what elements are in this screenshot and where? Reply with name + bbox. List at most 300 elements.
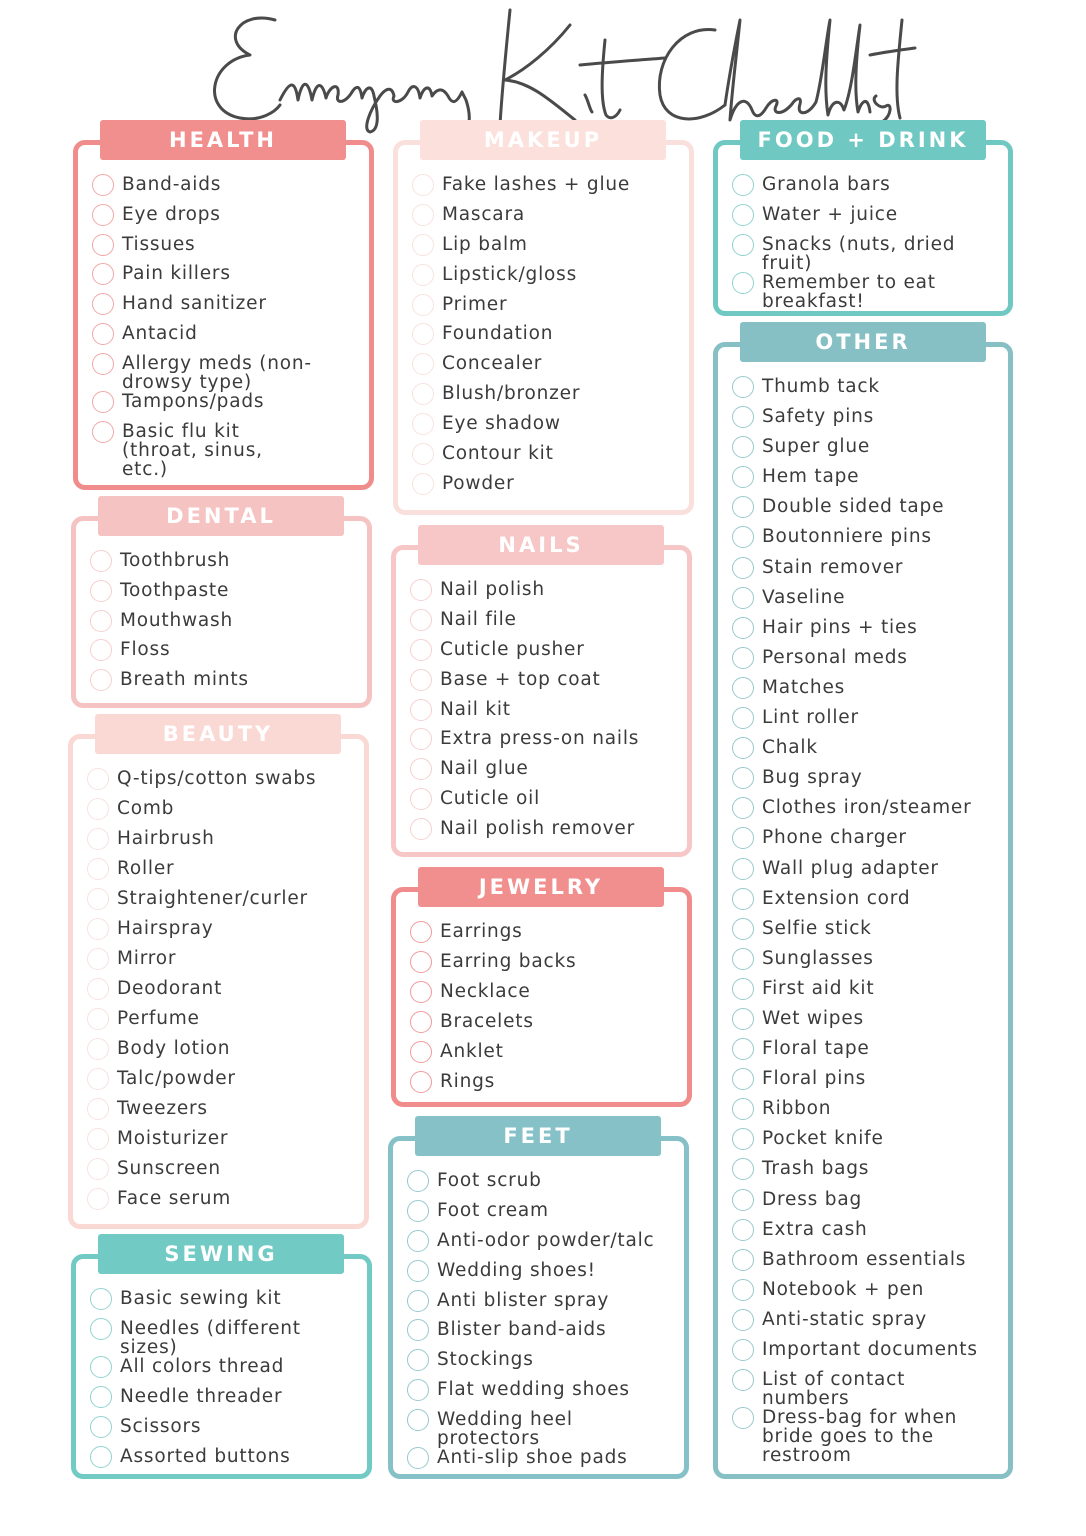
checkbox-circle-icon[interactable] — [412, 323, 434, 345]
checklist-item[interactable] — [412, 324, 683, 354]
checklist-item-label: Ribbon — [762, 1098, 832, 1120]
checklist-item-label: Anti-slip shoe pads — [437, 1447, 628, 1469]
checkbox-circle-icon[interactable] — [732, 797, 754, 819]
checklist-item[interactable] — [410, 670, 681, 700]
checklist-item[interactable] — [407, 1410, 678, 1448]
checklist-item[interactable] — [732, 949, 1002, 979]
checkbox-circle-icon[interactable] — [732, 204, 754, 226]
checklist-item[interactable] — [732, 1159, 1002, 1189]
checklist-item[interactable] — [407, 1291, 678, 1321]
checklist-item[interactable] — [90, 1357, 361, 1387]
checkbox-circle-icon[interactable] — [732, 767, 754, 789]
checklist-item-label: Band-aids — [122, 174, 222, 195]
checklist-item-label: Lipstick/gloss — [442, 263, 578, 285]
checkbox-circle-icon[interactable] — [410, 981, 432, 1003]
checklist-item[interactable] — [732, 859, 1002, 889]
checklist-item-label: Mouthwash — [120, 609, 234, 631]
checkbox-circle-icon[interactable] — [87, 1008, 109, 1030]
checklist-item[interactable] — [92, 235, 363, 265]
checklist-item[interactable] — [732, 1039, 1002, 1069]
checkbox-circle-icon[interactable] — [732, 1369, 754, 1391]
checklist-item-label: Base + top coat — [440, 668, 601, 690]
beauty-header: BEAUTY — [95, 714, 341, 754]
checkbox-circle-icon[interactable] — [87, 858, 109, 880]
checkbox-circle-icon[interactable] — [92, 234, 114, 256]
checklist-item[interactable] — [92, 422, 363, 479]
checklist-item-label: Hem tape — [762, 466, 860, 488]
checkbox-circle-icon[interactable] — [92, 421, 114, 443]
checklist-item-label: Double sided tape — [762, 496, 945, 518]
checklist-item[interactable] — [732, 828, 1002, 858]
checklist-item[interactable] — [90, 551, 361, 581]
checkbox-circle-icon[interactable] — [732, 617, 754, 639]
checklist-item[interactable] — [87, 1159, 358, 1189]
checklist-item-label: Trash bags — [762, 1158, 870, 1180]
checkbox-circle-icon[interactable] — [732, 1098, 754, 1120]
checklist-item[interactable] — [410, 789, 681, 819]
checkbox-circle-icon[interactable] — [407, 1290, 429, 1312]
checklist-item[interactable] — [407, 1320, 678, 1350]
checklist-item[interactable] — [87, 1039, 358, 1069]
checklist-item[interactable] — [732, 273, 1002, 311]
checklist-item[interactable] — [410, 982, 681, 1012]
checklist-item-label: Hair pins + ties — [762, 616, 918, 638]
checkbox-circle-icon[interactable] — [732, 1309, 754, 1331]
checkbox-circle-icon[interactable] — [732, 436, 754, 458]
checkbox-circle-icon[interactable] — [87, 798, 109, 820]
checklist-item-label: Body lotion — [117, 1038, 231, 1059]
checkbox-circle-icon[interactable] — [87, 918, 109, 940]
checkbox-circle-icon[interactable] — [410, 699, 432, 721]
checkbox-circle-icon[interactable] — [410, 921, 432, 943]
checkbox-circle-icon[interactable] — [407, 1260, 429, 1282]
checklist-item[interactable] — [92, 294, 363, 324]
checkbox-circle-icon[interactable] — [732, 1249, 754, 1271]
checklist-item[interactable] — [732, 175, 1002, 205]
checkbox-circle-icon[interactable] — [732, 1407, 754, 1429]
checklist-item[interactable] — [407, 1171, 678, 1201]
checklist-item-label: Nail glue — [440, 758, 529, 780]
checklist-item[interactable] — [732, 678, 1002, 708]
checklist-item[interactable] — [87, 1129, 358, 1159]
checkbox-circle-icon[interactable] — [87, 768, 109, 790]
checklist-item-label: Boutonniere pins — [762, 526, 932, 548]
checkbox-circle-icon[interactable] — [90, 1446, 112, 1468]
checklist-item-label: Mirror — [117, 948, 177, 969]
checklist-item-label: Rings — [440, 1071, 496, 1092]
checklist-item[interactable] — [92, 354, 363, 392]
checklist-item-label: Straightener/curler — [117, 888, 308, 909]
sewing-header: SEWING — [98, 1234, 344, 1274]
dental-list — [90, 551, 361, 700]
checklist-item-label: Snacks (nuts, dried fruit) — [762, 233, 956, 274]
food-drink-list — [732, 175, 1002, 311]
checkbox-circle-icon[interactable] — [407, 1200, 429, 1222]
checklist-item[interactable] — [87, 1099, 358, 1129]
feet-list — [407, 1171, 678, 1478]
checkbox-circle-icon[interactable] — [90, 610, 112, 632]
checklist-item[interactable] — [87, 949, 358, 979]
nails-list — [410, 580, 681, 849]
checkbox-circle-icon[interactable] — [732, 647, 754, 669]
checklist-item[interactable] — [732, 558, 1002, 588]
checklist-item[interactable] — [732, 1190, 1002, 1220]
checklist-item[interactable] — [732, 527, 1002, 557]
checklist-item[interactable] — [90, 670, 361, 700]
checklist-item[interactable] — [410, 952, 681, 982]
checklist-item[interactable] — [410, 1042, 681, 1072]
checkbox-circle-icon[interactable] — [87, 1158, 109, 1180]
checkbox-circle-icon[interactable] — [732, 1219, 754, 1241]
handwritten-title-graphic — [180, 0, 940, 140]
checklist-item[interactable] — [410, 700, 681, 730]
checkbox-circle-icon[interactable] — [92, 293, 114, 315]
checkbox-circle-icon[interactable] — [732, 526, 754, 548]
checkbox-circle-icon[interactable] — [90, 669, 112, 691]
checklist-item-label: Notebook + pen — [762, 1278, 925, 1300]
checklist-item[interactable] — [87, 769, 358, 799]
checkbox-circle-icon[interactable] — [732, 466, 754, 488]
checkbox-circle-icon[interactable] — [410, 1041, 432, 1063]
checklist-item[interactable] — [90, 611, 361, 641]
checkbox-circle-icon[interactable] — [732, 234, 754, 256]
checklist-item[interactable] — [732, 588, 1002, 618]
checkbox-circle-icon[interactable] — [410, 728, 432, 750]
checklist-item[interactable] — [412, 265, 683, 295]
checkbox-circle-icon[interactable] — [92, 204, 114, 226]
checkbox-circle-icon[interactable] — [90, 1416, 112, 1438]
checkbox-circle-icon[interactable] — [732, 557, 754, 579]
checklist-item[interactable] — [92, 175, 363, 205]
checklist-item-label: Blister band-aids — [437, 1319, 607, 1341]
checklist-item[interactable] — [732, 235, 1002, 273]
checklist-item-label: Phone charger — [762, 827, 907, 849]
checklist-item[interactable] — [407, 1448, 678, 1478]
checklist-item[interactable] — [407, 1231, 678, 1261]
checkbox-circle-icon[interactable] — [412, 294, 434, 316]
checklist-item[interactable] — [732, 467, 1002, 497]
checklist-item[interactable] — [90, 1387, 361, 1417]
checkbox-circle-icon[interactable] — [407, 1170, 429, 1192]
checklist-item-label: Flat wedding shoes — [437, 1379, 630, 1401]
checkbox-circle-icon[interactable] — [412, 353, 434, 375]
checklist-item-label: Pain killers — [122, 263, 231, 285]
checklist-item[interactable] — [732, 1009, 1002, 1039]
checklist-item[interactable] — [410, 610, 681, 640]
checklist-item[interactable] — [732, 1099, 1002, 1129]
checklist-item[interactable] — [732, 738, 1002, 768]
checkbox-circle-icon[interactable] — [87, 828, 109, 850]
checklist-item[interactable] — [87, 1009, 358, 1039]
checklist-item-label: Talc/powder — [117, 1068, 236, 1089]
checkbox-circle-icon[interactable] — [87, 978, 109, 1000]
checklist-item[interactable] — [410, 580, 681, 610]
checklist-item-label: Eye shadow — [442, 413, 561, 435]
jewelry-list — [410, 922, 681, 1102]
checklist-item[interactable] — [412, 235, 683, 265]
checklist-item[interactable] — [732, 1340, 1002, 1370]
checklist-item-label: Dress bag — [762, 1188, 863, 1210]
checkbox-circle-icon[interactable] — [732, 1038, 754, 1060]
checkbox-circle-icon[interactable] — [732, 858, 754, 880]
checklist-item[interactable] — [732, 979, 1002, 1009]
checklist-item-label: Foot cream — [437, 1199, 549, 1221]
checklist-item[interactable] — [732, 377, 1002, 407]
checklist-item-label: Granola bars — [762, 174, 891, 195]
checklist-item-label: Bug spray — [762, 767, 863, 789]
checklist-item[interactable] — [412, 205, 683, 235]
checkbox-circle-icon[interactable] — [732, 587, 754, 609]
checkbox-circle-icon[interactable] — [732, 496, 754, 518]
checkbox-circle-icon[interactable] — [92, 353, 114, 375]
checklist-item-label: Remember to eat breakfast! — [762, 271, 936, 312]
checklist-item-label: Nail kit — [440, 698, 511, 720]
checkbox-circle-icon[interactable] — [732, 888, 754, 910]
checkbox-circle-icon[interactable] — [732, 1068, 754, 1090]
checklist-item-label: Sunscreen — [117, 1158, 221, 1179]
checkbox-circle-icon[interactable] — [732, 677, 754, 699]
checkbox-circle-icon[interactable] — [732, 1158, 754, 1180]
checkbox-circle-icon[interactable] — [90, 1318, 112, 1340]
checkbox-circle-icon[interactable] — [732, 1279, 754, 1301]
checklist-item[interactable] — [410, 1012, 681, 1042]
checkbox-circle-icon[interactable] — [407, 1409, 429, 1431]
checklist-item[interactable] — [407, 1380, 678, 1410]
checkbox-circle-icon[interactable] — [407, 1349, 429, 1371]
checklist-item[interactable] — [412, 474, 683, 504]
checklist-item[interactable] — [90, 640, 361, 670]
checklist-item[interactable] — [732, 1280, 1002, 1310]
checkbox-circle-icon[interactable] — [87, 1188, 109, 1210]
checklist-item[interactable] — [732, 618, 1002, 648]
checkbox-circle-icon[interactable] — [407, 1379, 429, 1401]
checklist-item[interactable] — [732, 1408, 1002, 1465]
checkbox-circle-icon[interactable] — [732, 272, 754, 294]
checkbox-circle-icon[interactable] — [732, 1339, 754, 1361]
checklist-item[interactable] — [90, 1289, 361, 1319]
checkbox-circle-icon[interactable] — [407, 1319, 429, 1341]
checklist-item[interactable] — [92, 324, 363, 354]
checkbox-circle-icon[interactable] — [410, 579, 432, 601]
checklist-item[interactable] — [732, 1220, 1002, 1250]
checklist-item[interactable] — [407, 1201, 678, 1231]
checkbox-circle-icon[interactable] — [732, 376, 754, 398]
checklist-item[interactable] — [407, 1350, 678, 1380]
checklist-item-label: Clothes iron/steamer — [762, 797, 972, 819]
checklist-item[interactable] — [412, 354, 683, 384]
checklist-item[interactable] — [90, 581, 361, 611]
food-drink-section — [713, 140, 1013, 316]
checkbox-circle-icon[interactable] — [732, 978, 754, 1000]
checklist-item-label: Matches — [762, 676, 846, 698]
checklist-item[interactable] — [732, 919, 1002, 949]
checkbox-circle-icon[interactable] — [410, 1071, 432, 1093]
checkbox-circle-icon[interactable] — [412, 473, 434, 495]
checklist-item-label: Extra press-on nails — [440, 728, 640, 750]
checklist-item-label: Antacid — [122, 322, 198, 344]
checkbox-circle-icon[interactable] — [410, 639, 432, 661]
checklist-item-label: Assorted buttons — [120, 1446, 291, 1467]
checkbox-circle-icon[interactable] — [92, 263, 114, 285]
checklist-item-label: Wall plug adapter — [762, 857, 939, 879]
checklist-item-label: Tweezers — [117, 1098, 208, 1119]
checkbox-circle-icon[interactable] — [90, 1356, 112, 1378]
checklist-item[interactable] — [87, 1189, 358, 1219]
checklist-item-label: Hairspray — [117, 918, 214, 939]
checklist-item-label: Important documents — [762, 1339, 978, 1360]
checklist-item[interactable] — [412, 444, 683, 474]
checkbox-circle-icon[interactable] — [732, 707, 754, 729]
checklist-item[interactable] — [92, 205, 363, 235]
checklist-item[interactable] — [732, 768, 1002, 798]
checklist-item[interactable] — [732, 1069, 1002, 1099]
checklist-item[interactable] — [732, 1370, 1002, 1408]
nails-section — [391, 545, 692, 857]
checkbox-circle-icon[interactable] — [732, 737, 754, 759]
checklist-item[interactable] — [732, 205, 1002, 235]
checkbox-circle-icon[interactable] — [410, 669, 432, 691]
checklist-item-label: Extra cash — [762, 1218, 868, 1240]
checklist-item-label: Anti-static spray — [762, 1308, 927, 1330]
checklist-item-label: List of contact numbers — [762, 1369, 906, 1410]
checklist-item[interactable] — [87, 889, 358, 919]
checklist-item-label: Pocket knife — [762, 1128, 884, 1150]
checklist-item[interactable] — [407, 1261, 678, 1291]
checkbox-circle-icon[interactable] — [87, 1128, 109, 1150]
checklist-item[interactable] — [732, 437, 1002, 467]
checkbox-circle-icon[interactable] — [732, 406, 754, 428]
beauty-section — [68, 734, 369, 1229]
checkbox-circle-icon[interactable] — [732, 827, 754, 849]
checkbox-circle-icon[interactable] — [412, 174, 434, 196]
checklist-item-label: Basic flu kit (throat, sinus, etc.) — [122, 420, 263, 480]
checklist-item-label: First aid kit — [762, 977, 875, 999]
checklist-item[interactable] — [87, 859, 358, 889]
checklist-item[interactable] — [732, 798, 1002, 828]
health-header: HEALTH — [100, 120, 346, 160]
checkbox-circle-icon[interactable] — [732, 948, 754, 970]
checkbox-circle-icon[interactable] — [87, 1098, 109, 1120]
checkbox-circle-icon[interactable] — [412, 204, 434, 226]
checklist-item[interactable] — [732, 497, 1002, 527]
checklist-item[interactable] — [90, 1447, 361, 1477]
checklist-item[interactable] — [87, 919, 358, 949]
checklist-item-label: Hairbrush — [117, 828, 215, 849]
checkbox-circle-icon[interactable] — [412, 413, 434, 435]
checklist-item-label: Lint roller — [762, 707, 859, 729]
checkbox-circle-icon[interactable] — [412, 234, 434, 256]
checklist-item-label: Allergy meds (non-drowsy type) — [122, 352, 312, 393]
checklist-item-label: All colors thread — [120, 1356, 285, 1377]
checkbox-circle-icon[interactable] — [410, 788, 432, 810]
checkbox-circle-icon[interactable] — [90, 1386, 112, 1408]
checklist-item[interactable] — [410, 729, 681, 759]
checklist-item[interactable] — [412, 175, 683, 205]
checklist-item-label: Breath mints — [120, 669, 249, 691]
checklist-item-label: Anti blister spray — [437, 1289, 610, 1311]
checkbox-circle-icon[interactable] — [410, 609, 432, 631]
checklist-item-label: Foot scrub — [437, 1170, 542, 1191]
checkbox-circle-icon[interactable] — [87, 1038, 109, 1060]
checkbox-circle-icon[interactable] — [410, 818, 432, 840]
checkbox-circle-icon[interactable] — [90, 580, 112, 602]
checklist-item-label: Eye drops — [122, 203, 221, 225]
checkbox-circle-icon[interactable] — [410, 951, 432, 973]
checkbox-circle-icon[interactable] — [92, 323, 114, 345]
checklist-item[interactable] — [92, 264, 363, 294]
checklist-item-label: Comb — [117, 798, 175, 819]
checklist-item-label: Earrings — [440, 921, 523, 942]
checklist-item[interactable] — [732, 1250, 1002, 1280]
beauty-list — [87, 769, 358, 1219]
checkbox-circle-icon[interactable] — [732, 1189, 754, 1211]
checkbox-circle-icon[interactable] — [732, 918, 754, 940]
checkbox-circle-icon[interactable] — [412, 443, 434, 465]
page-title — [180, 0, 940, 140]
checklist-item[interactable] — [410, 819, 681, 849]
checkbox-circle-icon[interactable] — [90, 550, 112, 572]
checkbox-circle-icon[interactable] — [407, 1447, 429, 1469]
checklist-item[interactable] — [410, 1072, 681, 1102]
checklist-item[interactable] — [87, 829, 358, 859]
checklist-item[interactable] — [92, 392, 363, 422]
checklist-item[interactable] — [732, 889, 1002, 919]
checkbox-circle-icon[interactable] — [92, 391, 114, 413]
checklist-item[interactable] — [410, 922, 681, 952]
checklist-item-label: Nail polish — [440, 579, 545, 600]
checklist-item[interactable] — [87, 1069, 358, 1099]
checklist-item[interactable] — [410, 640, 681, 670]
checklist-item-label: Bracelets — [440, 1011, 534, 1032]
feet-section — [388, 1136, 689, 1479]
checklist-item[interactable] — [87, 979, 358, 1009]
checkbox-circle-icon[interactable] — [732, 174, 754, 196]
checkbox-circle-icon[interactable] — [732, 1128, 754, 1150]
checkbox-circle-icon[interactable] — [732, 1008, 754, 1030]
checklist-item[interactable] — [732, 1129, 1002, 1159]
checklist-item-label: Wedding shoes! — [437, 1259, 596, 1281]
checkbox-circle-icon[interactable] — [87, 1068, 109, 1090]
checklist-item[interactable] — [732, 407, 1002, 437]
checklist-item[interactable] — [412, 414, 683, 444]
checklist-item[interactable] — [732, 1310, 1002, 1340]
checkbox-circle-icon[interactable] — [87, 948, 109, 970]
checklist-item-label: Deodorant — [117, 978, 223, 999]
checklist-item[interactable] — [412, 295, 683, 325]
checkbox-circle-icon[interactable] — [412, 264, 434, 286]
checklist-item[interactable] — [90, 1417, 361, 1447]
checkbox-circle-icon[interactable] — [410, 758, 432, 780]
checklist-item[interactable] — [87, 799, 358, 829]
makeup-header: MAKEUP — [420, 120, 666, 160]
checklist-item[interactable] — [412, 384, 683, 414]
checklist-item-label: Stain remover — [762, 556, 904, 578]
checklist-item[interactable] — [410, 759, 681, 789]
checklist-item[interactable] — [732, 648, 1002, 678]
checklist-item[interactable] — [90, 1319, 361, 1357]
checkbox-circle-icon[interactable] — [412, 383, 434, 405]
checklist-item-label: Mascara — [442, 203, 525, 225]
other-header: OTHER — [740, 322, 986, 362]
checkbox-circle-icon[interactable] — [90, 639, 112, 661]
checkbox-circle-icon[interactable] — [87, 888, 109, 910]
checkbox-circle-icon[interactable] — [90, 1288, 112, 1310]
jewelry-header: JEWELRY — [418, 867, 664, 907]
checkbox-circle-icon[interactable] — [92, 174, 114, 196]
checklist-item[interactable] — [732, 708, 1002, 738]
checkbox-circle-icon[interactable] — [410, 1011, 432, 1033]
checkbox-circle-icon[interactable] — [407, 1230, 429, 1252]
